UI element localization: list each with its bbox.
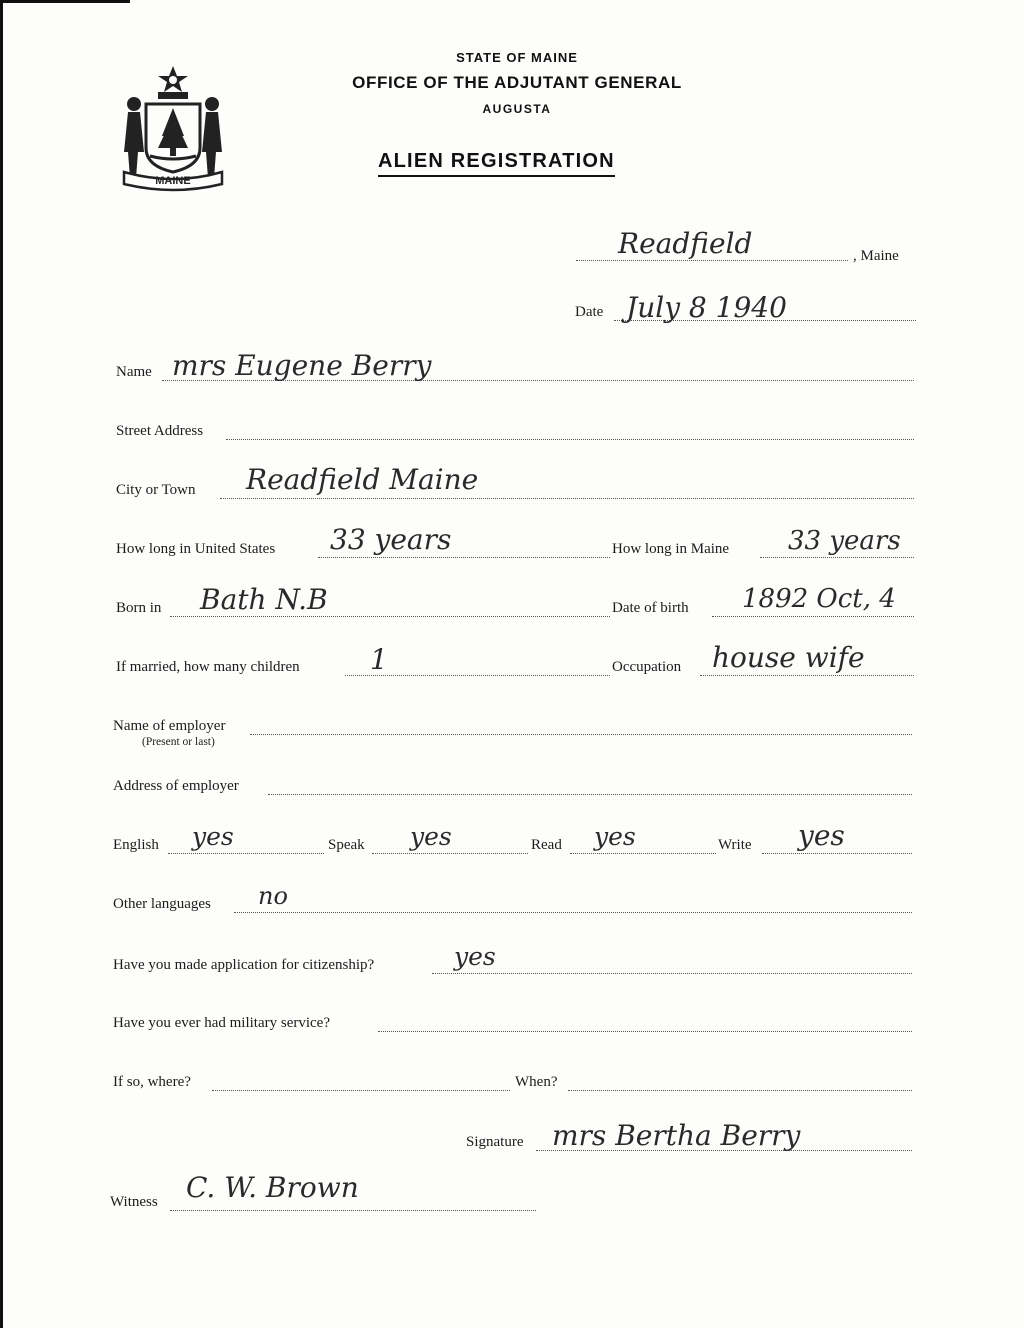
scan-border xyxy=(0,0,130,3)
speak-line xyxy=(372,853,528,854)
date-value: July 8 1940 xyxy=(626,291,787,324)
when-line xyxy=(568,1090,912,1091)
name-label: Name xyxy=(116,364,152,380)
how-long-maine-line xyxy=(760,557,914,558)
city-line xyxy=(220,498,914,499)
english-label: English xyxy=(113,837,159,853)
when-label: When? xyxy=(515,1074,558,1090)
witness-line xyxy=(170,1210,536,1211)
office-heading: OFFICE OF THE ADJUTANT GENERAL xyxy=(352,73,682,92)
write-label: Write xyxy=(718,837,752,853)
how-long-maine-label: How long in Maine xyxy=(612,541,730,557)
occupation-line xyxy=(700,675,914,676)
occupation-label: Occupation xyxy=(612,659,682,675)
city-label: City or Town xyxy=(116,482,196,498)
city-value: Readfield Maine xyxy=(246,463,479,496)
form-title: ALIEN REGISTRATION xyxy=(378,150,615,177)
street-address-line xyxy=(226,439,914,440)
children-label: If married, how many children xyxy=(116,659,300,675)
where-line xyxy=(212,1090,510,1091)
employer-name-label: Name of employer xyxy=(113,718,226,734)
write-line xyxy=(762,853,912,854)
witness-value: C. W. Brown xyxy=(186,1171,359,1204)
how-long-maine-value: 33 years xyxy=(788,526,901,556)
english-line xyxy=(168,853,324,854)
date-of-birth-label: Date of birth xyxy=(612,600,689,616)
seal-banner-text: MAINE xyxy=(155,175,191,187)
born-in-line xyxy=(170,616,610,617)
name-value: mrs Eugene Berry xyxy=(172,349,432,382)
speak-label: Speak xyxy=(328,837,365,853)
employer-address-line xyxy=(268,794,912,795)
state-suffix-label: , Maine xyxy=(853,248,899,264)
date-label: Date xyxy=(575,304,604,320)
how-long-us-label: How long in United States xyxy=(116,541,276,557)
speak-value: yes xyxy=(410,822,452,851)
english-value: yes xyxy=(192,822,234,851)
military-label: Have you ever had military service? xyxy=(113,1015,330,1031)
signature-label: Signature xyxy=(466,1134,524,1150)
citizenship-label: Have you made application for citizenship? xyxy=(113,957,375,973)
date-of-birth-line xyxy=(712,616,914,617)
town-value: Readfield xyxy=(618,227,753,260)
signature-value: mrs Bertha Berry xyxy=(552,1119,801,1152)
read-value: yes xyxy=(594,822,636,851)
state-heading: STATE OF MAINE xyxy=(456,50,578,65)
where-label: If so, where? xyxy=(113,1074,191,1090)
other-languages-value: no xyxy=(258,882,288,910)
citizenship-line xyxy=(432,973,912,974)
children-value: 1 xyxy=(370,643,388,676)
city-heading: AUGUSTA xyxy=(482,102,552,116)
how-long-us-value: 33 years xyxy=(330,523,452,556)
town-line xyxy=(576,260,848,261)
employer-name-line xyxy=(250,734,912,735)
born-in-label: Born in xyxy=(116,600,162,616)
read-line xyxy=(570,853,716,854)
citizenship-value: yes xyxy=(454,942,496,971)
read-label: Read xyxy=(531,837,562,853)
born-in-value: Bath N.B xyxy=(200,583,328,616)
date-of-birth-value: 1892 Oct, 4 xyxy=(742,584,896,614)
occupation-value: house wife xyxy=(712,641,865,674)
write-value: yes xyxy=(798,819,845,852)
employer-name-sublabel: (Present or last) xyxy=(142,736,215,748)
employer-address-label: Address of employer xyxy=(113,778,239,794)
military-line xyxy=(378,1031,912,1032)
other-languages-line xyxy=(234,912,912,913)
street-address-label: Street Address xyxy=(116,423,204,439)
scan-border xyxy=(0,0,3,1328)
witness-label: Witness xyxy=(110,1194,158,1210)
other-languages-label: Other languages xyxy=(113,896,211,912)
how-long-us-line xyxy=(318,557,610,558)
